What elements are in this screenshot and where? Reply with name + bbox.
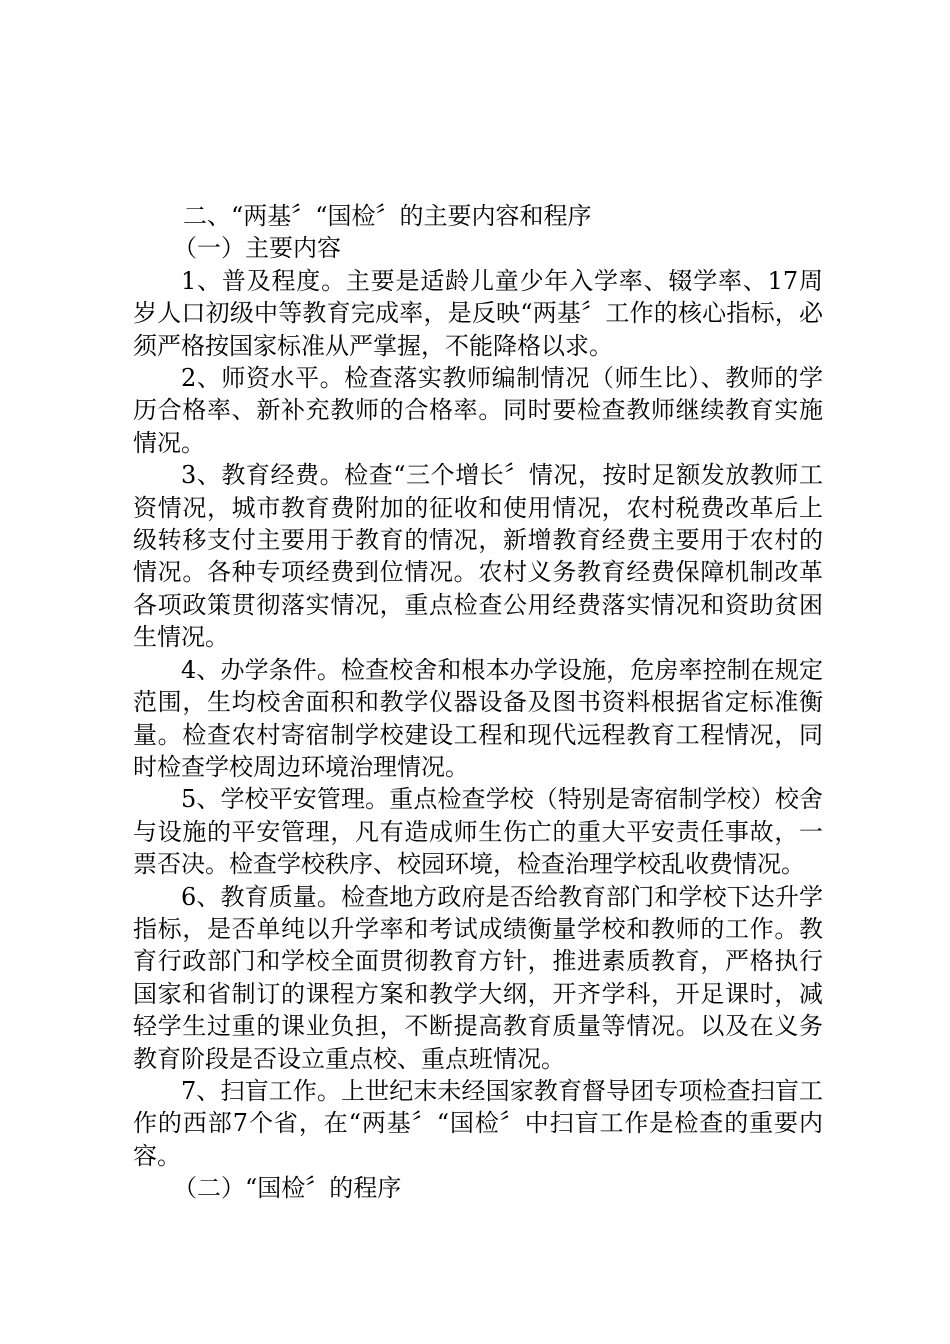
paragraph-school-safety: 5、学校平安管理。重点检查学校（特别是寄宿制学校）校舍与设施的平安管理，凡有造成师生伤亡的重大平安责任事故，一票否决。检查学校秩序、校园环境，检查治理学校乱收费情况。: [133, 785, 823, 879]
section-title: 二、“两基〞“国检〞的主要内容和程序: [183, 202, 592, 230]
paragraph-teacher-level: 2、师资水平。检查落实教师编制情况（师生比）、教师的学历合格率、新补充教师的合格率。同时要检查教师继续教育实施情况。: [133, 364, 823, 457]
document-body: [133, 200, 823, 1205]
paragraph-literacy-work: 7、扫盲工作。上世纪末未经国家教育督导团专项检查扫盲工作的西部7个省，在“两基〞“国检〞中扫盲工作是检查的重要内容。: [133, 1076, 823, 1170]
paragraph-education-quality: 6、教育质量。检查地方政府是否给教育部门和学校下达升学指标，是否单纯以升学率和考试成绩衡量学校和教师的工作。教育行政部门和学校全面贯彻教育方针，推进素质教育，严格执行国家和省制订的课程方案和教学大纲，开齐学科，开足课时，减轻学生过重的课业负担，不断提高教育质量等情况。以及在义务教育阶段是否设立重点校、重点班情况。: [133, 882, 823, 1073]
paragraph-school-conditions: 4、办学条件。检查校舍和根本办学设施，危房率控制在规定范围，生均校舍面积和教学仪器设备及图书资料根据省定标准衡量。检查农村寄宿制学校建设工程和现代远程教育工程情况，同时检查学校周边环境治理情况。: [133, 655, 823, 781]
paragraph-popularization: 1、普及程度。主要是适龄儿童少年入学率、辍学率、17周岁人口初级中等教育完成率，是反映“两基〞工作的核心指标，必须严格按国家标准从严掌握，不能降格以求。: [133, 266, 823, 360]
subsection-title-procedure: （二）“国检〞的程序: [173, 1174, 402, 1203]
paragraph-education-funding: 3、教育经费。检查“三个增长〞情况，按时足额发放教师工资情况，城市教育费附加的征收和使用情况，农村税费改革后上级转移支付主要用于教育的情况，新增教育经费主要用于农村的情况。各种专项经费到位情况。农村义务教育经费保障机制改革各项政策贯彻落实情况，重点检查公用经费落实情况和资助贫困生情况。: [133, 461, 823, 652]
subsection-title-main-content: （一）主要内容: [173, 234, 341, 263]
